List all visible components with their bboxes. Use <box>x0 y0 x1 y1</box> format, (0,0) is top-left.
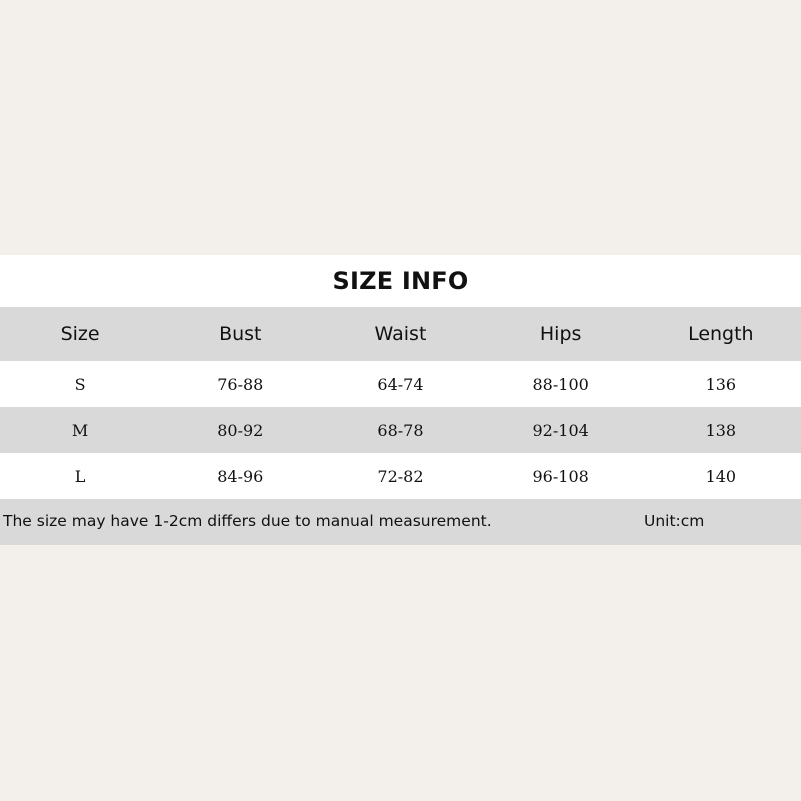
chart-title: SIZE INFO <box>332 267 469 295</box>
cell-hips: 96-108 <box>532 466 589 486</box>
header-length: Length <box>688 323 754 345</box>
header-hips: Hips <box>539 323 582 345</box>
header-waist: Waist <box>374 323 427 345</box>
table-row <box>0 361 801 407</box>
cell-bust: 76-88 <box>217 374 264 394</box>
cell-bust: 80-92 <box>217 420 264 440</box>
cell-hips: 88-100 <box>532 374 589 394</box>
table-header-row <box>0 307 801 361</box>
cell-waist: 72-82 <box>377 466 424 486</box>
table-footer <box>0 499 801 545</box>
header-size: Size <box>60 323 100 345</box>
cell-bust: 84-96 <box>217 466 264 486</box>
size-chart <box>0 255 801 545</box>
cell-length: 138 <box>705 420 737 440</box>
cell-waist: 64-74 <box>377 374 424 394</box>
cell-length: 136 <box>705 374 737 394</box>
table-row <box>0 453 801 499</box>
header-bust: Bust <box>219 323 262 345</box>
cell-hips: 92-104 <box>532 420 589 440</box>
cell-waist: 68-78 <box>377 420 424 440</box>
cell-size: M <box>71 420 89 440</box>
measurement-note: The size may have 1-2cm differs due to manual measurement. <box>3 512 492 530</box>
cell-length: 140 <box>705 466 737 486</box>
cell-size: L <box>74 466 86 486</box>
cell-size: S <box>74 374 86 394</box>
table-row <box>0 407 801 453</box>
unit-label: Unit:cm <box>644 512 705 530</box>
